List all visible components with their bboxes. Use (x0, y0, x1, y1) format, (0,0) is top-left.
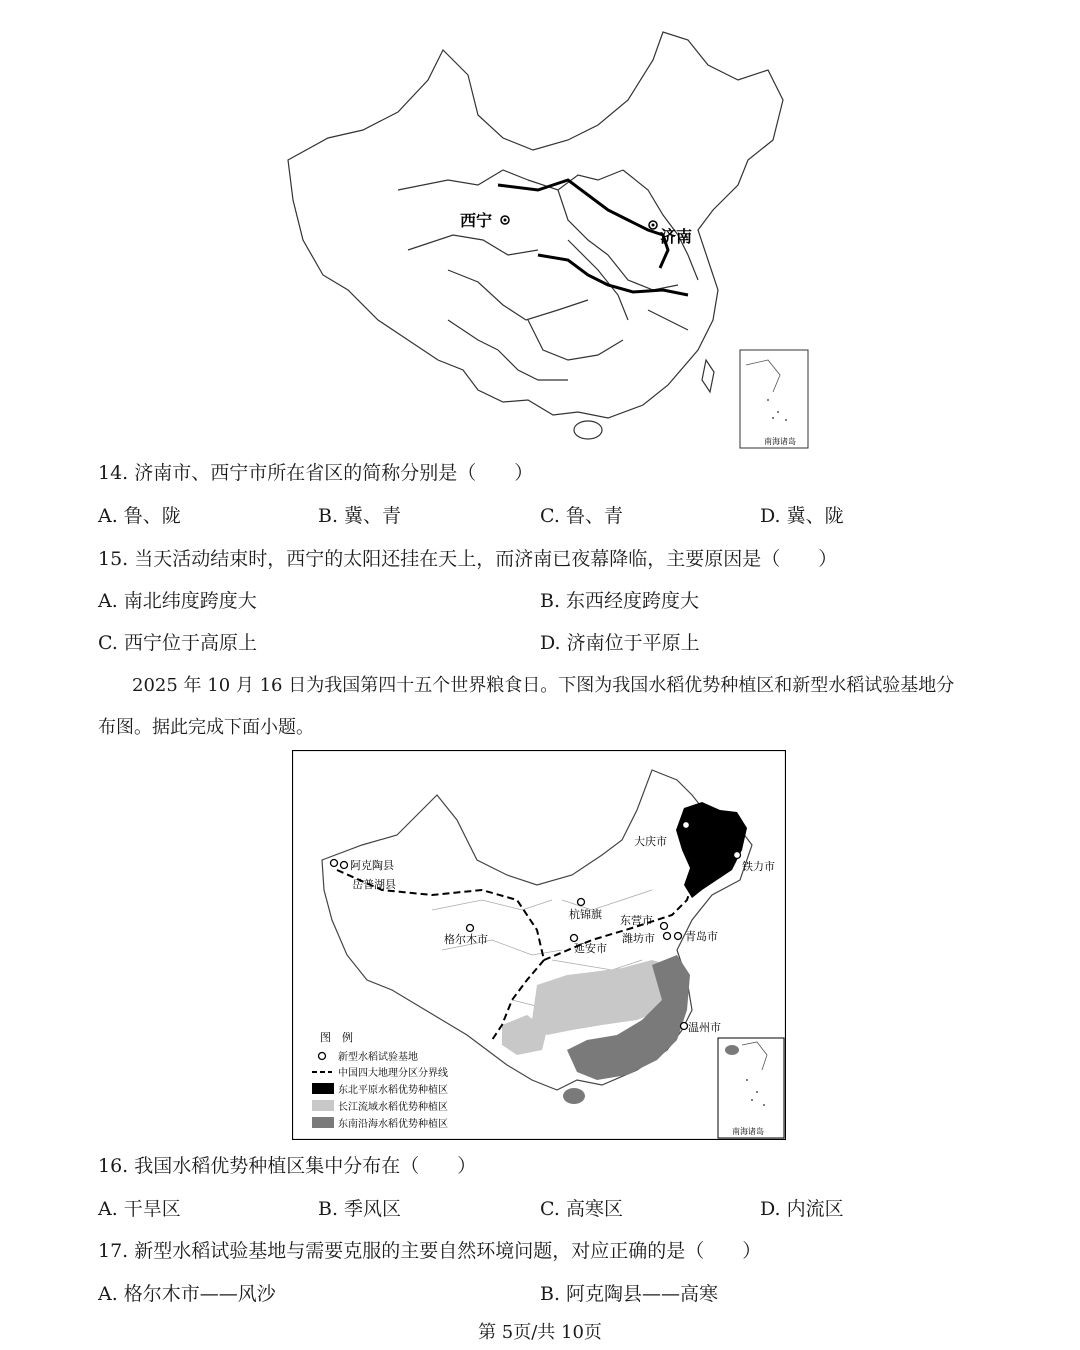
taiwan-island (702, 360, 714, 392)
q15-option-c[interactable]: C. 西宁位于高原上 (98, 632, 257, 654)
question-17: 17. 新型水稻试验基地与需要克服的主要自然环境问题，对应正确的是（ ） (98, 1240, 762, 1262)
dongying-marker (661, 923, 668, 930)
legend-item-boundary: 中国四大地理分区分界线 (338, 1068, 448, 1079)
q14-option-d[interactable]: D. 冀、陇 (760, 505, 844, 527)
inset-label: 南海诸岛 (764, 437, 796, 446)
legend-southeast-swatch (312, 1117, 334, 1128)
akto-label: 阿克陶县 (350, 859, 394, 872)
intro-line-1: 2025 年 10 月 16 日为我国第四十五个世界粮食日。下图为我国水稻优势种植区和新型水稻试验基地分 (132, 675, 955, 696)
yuepuhu-marker (341, 862, 348, 869)
q15-option-d[interactable]: D. 济南位于平原上 (540, 632, 700, 654)
legend-item-yangtze: 长江流域水稻优势种植区 (338, 1102, 448, 1113)
qingdao-label: 青岛市 (685, 930, 718, 943)
daqing-marker (683, 822, 690, 829)
legend-northeast-swatch (312, 1083, 334, 1094)
china-outline (288, 32, 783, 418)
q16-option-a[interactable]: A. 干旱区 (98, 1198, 181, 1220)
legend-item-southeast: 东南沿海水稻优势种植区 (338, 1119, 448, 1130)
legend-base-symbol (319, 1053, 326, 1060)
tieli-label: 铁力市 (742, 860, 775, 873)
q15-option-a[interactable]: A. 南北纬度跨度大 (98, 590, 257, 612)
q14-option-b[interactable]: B. 冀、青 (318, 505, 402, 527)
question-15: 15. 当天活动结束时，西宁的太阳还挂在天上，而济南已夜幕降临，主要原因是（ ） (98, 548, 838, 570)
page-number: 第 5页/共 10页 (478, 1322, 602, 1343)
china-map-provinces (268, 20, 813, 450)
weifang-label: 潍坊市 (622, 932, 655, 945)
q14-option-a[interactable]: A. 鲁、陇 (98, 505, 181, 527)
intro-line-2: 布图。据此完成下面小题。 (98, 717, 314, 738)
question-14: 14. 济南市、西宁市所在省区的简称分别是（ ） (98, 462, 534, 484)
south-sea-inset (740, 350, 808, 448)
q16-option-d[interactable]: D. 内流区 (760, 1198, 844, 1220)
legend-title: 图 例 (320, 1031, 353, 1044)
inset-label: 南海诸岛 (732, 1127, 764, 1136)
legend-item-base: 新型水稻试验基地 (338, 1052, 418, 1063)
hainan-island (574, 421, 602, 439)
q15-option-b[interactable]: B. 东西经度跨度大 (540, 590, 700, 612)
yuepuhu-label: 岳普湖县 (352, 878, 396, 891)
qingdao-marker (675, 933, 682, 940)
q16-option-b[interactable]: B. 季风区 (318, 1198, 402, 1220)
question-16: 16. 我国水稻优势种植区集中分布在（ ） (98, 1155, 477, 1177)
daqing-label: 大庆市 (634, 835, 667, 848)
golmud-marker (467, 925, 474, 932)
akto-marker (331, 860, 338, 867)
hainan-island (563, 1088, 585, 1104)
q16-option-c[interactable]: C. 高寒区 (540, 1198, 623, 1220)
yanan-marker (571, 935, 578, 942)
wenzhou-label: 温州市 (688, 1021, 721, 1034)
jinan-label: 济南 (660, 227, 693, 246)
hangjin-label: 杭锦旗 (569, 908, 602, 921)
golmud-label: 格尔木市 (444, 933, 488, 946)
dongying-label: 东营市 (620, 914, 653, 927)
yanan-label: 延安市 (574, 942, 607, 955)
rice-distribution-map (292, 750, 786, 1140)
tieli-marker (734, 852, 741, 859)
xining-label: 西宁 (460, 211, 493, 230)
legend-item-northeast: 东北平原水稻优势种植区 (338, 1085, 448, 1096)
q14-option-c[interactable]: C. 鲁、青 (540, 505, 623, 527)
legend-yangtze-swatch (312, 1100, 334, 1111)
q17-option-b[interactable]: B. 阿克陶县——高寒 (540, 1283, 719, 1305)
wenzhou-marker (681, 1023, 688, 1030)
weifang-marker (664, 933, 671, 940)
hangjin-marker (578, 899, 585, 906)
q17-option-a[interactable]: A. 格尔木市——风沙 (98, 1283, 276, 1305)
